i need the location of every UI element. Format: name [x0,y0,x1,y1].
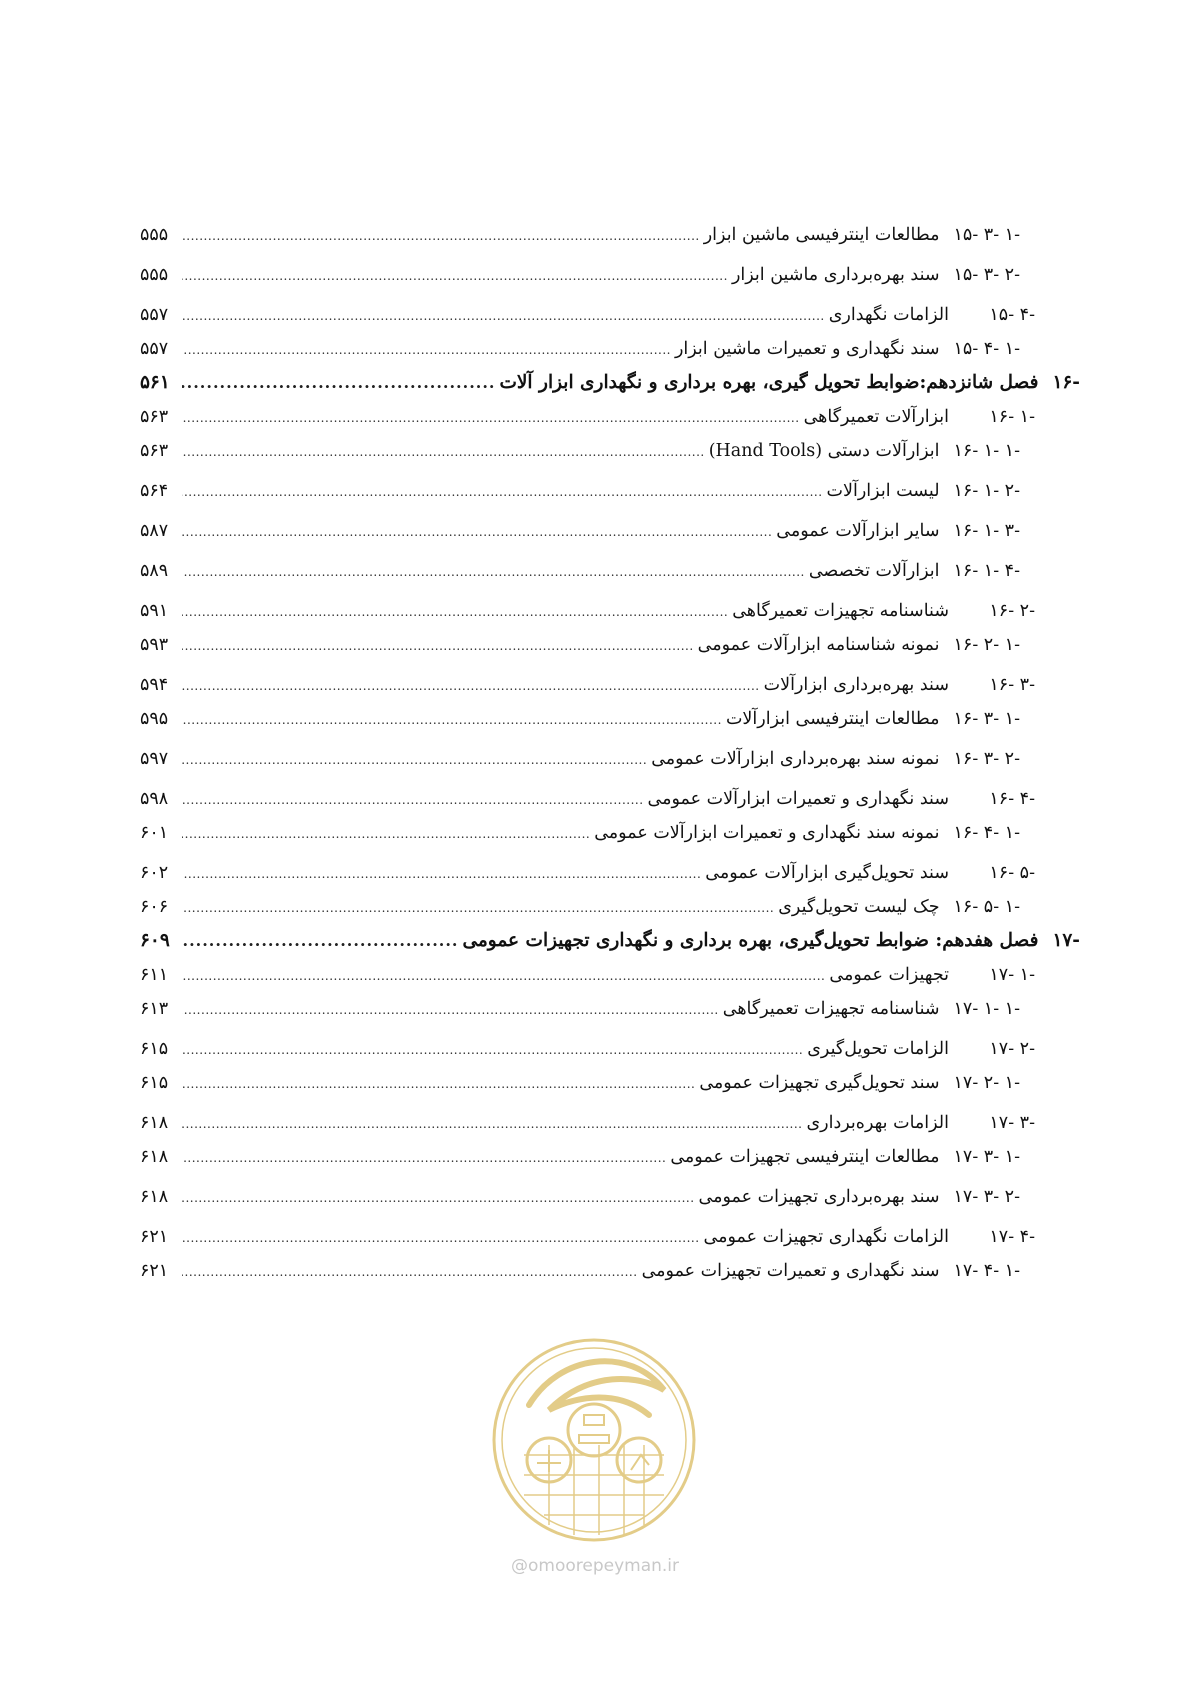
toc-page-number: ۵۶۳ [140,441,169,461]
toc-row [140,400,1080,434]
toc-page-number: ۶۱۱ [140,965,169,985]
toc-row [140,856,1080,890]
toc-number: ۱۶- ۱- ۲- [953,481,1020,501]
dot-leader [182,299,825,333]
dot-leader [182,817,590,851]
dot-leader [182,475,823,509]
toc-number: ۱۶- ۱- [989,407,1035,427]
toc-title: لیست ابزارآلات [826,481,940,501]
toc-number: ۱۷- ۱- [989,965,1035,985]
dot-leader [182,669,760,703]
toc-row [140,218,1080,252]
dot-leader [182,555,805,589]
toc-page-number: ۶۲۱ [140,1227,169,1247]
dot-leader [182,515,772,549]
dot-leader [182,959,825,993]
toc-page-number: ۶۰۹ [140,930,170,951]
toc-number: ۱۷- [1052,930,1080,951]
toc-number: ۱۶- ۴- [989,789,1035,809]
toc-row [140,668,1080,702]
toc-row [140,816,1080,850]
toc-title: سند بهره‌برداری ابزارآلات [763,675,949,695]
toc-number: ۱۵- ۴- [989,305,1035,325]
toc-chapter-row [140,366,1080,400]
toc-title: فصل هفدهم: ضوابط تحویل‌گیری، بهره برداری و نگهداری تجهیزات عمومی [462,930,1039,951]
toc-page-number: ۶۱۸ [140,1187,169,1207]
toc-row [140,554,1080,588]
toc-row [140,782,1080,816]
toc-number: ۱۷- ۲- [989,1039,1035,1059]
toc-title: سایر ابزارآلات عمومی [776,521,940,541]
toc-page-number: ۵۹۳ [140,635,169,655]
toc-title: نمونه سند نگهداری و تعمیرات ابزارآلات عمومی [594,823,940,843]
toc-number: ۱۶- [1052,372,1080,393]
toc-number: ۱۷- ۲- ۱- [953,1073,1020,1093]
toc-page-number: ۵۹۸ [140,789,169,809]
toc-page-number: ۵۹۱ [140,601,169,621]
toc-row [140,258,1080,292]
toc-title: شناسنامه تجهیزات تعمیرگاهی [732,601,949,621]
toc-number: ۱۷- ۱- ۱- [953,999,1020,1019]
toc-row [140,958,1080,992]
toc-row [140,1106,1080,1140]
dot-leader [182,743,647,777]
dot-leader [182,595,728,629]
toc-row [140,1066,1080,1100]
toc-page-number: ۵۹۴ [140,675,169,695]
toc-title: سند نگهداری و تعمیرات ابزارآلات عمومی [647,789,949,809]
toc-page-number: ۶۱۸ [140,1113,169,1133]
toc-title: مطالعات اینترفیسی ابزارآلات [725,709,940,729]
toc-number: ۱۶- ۱- ۳- [953,521,1020,541]
dot-leader [182,629,694,663]
toc-title: چک لیست تحویل‌گیری [778,897,940,917]
toc-page-number: ۶۱۸ [140,1147,169,1167]
dot-leader [182,259,728,293]
toc-page-number: ۵۶۴ [140,481,169,501]
toc-number: ۱۷- ۴- ۱- [953,1261,1020,1281]
toc-number: ۱۵- ۳- ۱- [953,225,1020,245]
toc-row [140,1180,1080,1214]
toc-page-number: ۵۹۵ [140,709,169,729]
dot-leader [182,993,719,1027]
toc-number: ۱۶- ۲- [989,601,1035,621]
toc-page-number: ۵۵۷ [140,305,169,325]
toc-title: سند تحویل‌گیری ابزارآلات عمومی [705,863,949,883]
toc-chapter-row [140,924,1080,958]
toc-number: ۱۶- ۵- [989,863,1035,883]
toc-number: ۱۷- ۳- ۱- [953,1147,1020,1167]
toc-row [140,434,1080,468]
dot-leader [182,1255,638,1289]
toc-row [140,332,1080,366]
toc-title: تجهیزات عمومی [829,965,949,985]
toc-title: ابزارآلات دستی (Hand Tools) [708,441,940,461]
toc-title: ابزارآلات تعمیرگاهی [803,407,949,427]
toc-page-number: ۵۸۷ [140,521,169,541]
toc-title: سند بهره‌برداری ماشین ابزار [731,265,940,285]
dot-leader [182,1067,695,1101]
toc-row [140,742,1080,776]
toc-row [140,594,1080,628]
watermark-seal-logo [489,1335,699,1545]
toc-number: ۱۵- ۳- ۲- [953,265,1020,285]
toc-page-number: ۶۰۶ [140,897,169,917]
dot-leader [182,1107,802,1141]
toc-row [140,628,1080,662]
toc-title: سند تحویل‌گیری تجهیزات عمومی [699,1073,940,1093]
toc-row [140,992,1080,1026]
toc-title: فصل شانزدهم:ضوابط تحویل گیری، بهره برداری و نگهداری ابزار آلات [499,372,1039,393]
dot-leader [182,1181,695,1215]
toc-title: سند نگهداری و تعمیرات ماشین ابزار [674,339,940,359]
toc-number: ۱۶- ۱- ۴- [953,561,1020,581]
toc-number: ۱۷- ۳- ۲- [953,1187,1020,1207]
toc-title: نمونه شناسنامه ابزارآلات عمومی [697,635,940,655]
toc-title: الزامات بهره‌برداری [806,1113,949,1133]
table-of-contents [140,218,1080,1288]
dot-leader [182,783,644,817]
toc-row [140,1140,1080,1174]
dot-leader [182,1141,666,1175]
toc-page-number: ۶۲۱ [140,1261,169,1281]
toc-page-number: ۵۵۷ [140,339,169,359]
toc-page-number: ۵۸۹ [140,561,169,581]
toc-row [140,514,1080,548]
toc-title: مطالعات اینترفیسی ماشین ابزار [703,225,940,245]
toc-row [140,1032,1080,1066]
toc-title: شناسنامه تجهیزات تعمیرگاهی [722,999,940,1019]
toc-row [140,702,1080,736]
toc-title: ابزارآلات تخصصی [808,561,940,581]
dot-leader [182,1033,803,1067]
toc-page-number: ۵۶۱ [140,372,170,393]
toc-page-number: ۵۵۵ [140,225,169,245]
toc-page-number: ۵۹۷ [140,749,169,769]
dot-leader [182,703,722,737]
toc-number: ۱۵- ۴- ۱- [953,339,1020,359]
toc-number: ۱۶- ۵- ۱- [953,897,1020,917]
toc-number: ۱۶- ۳- [989,675,1035,695]
toc-row [140,298,1080,332]
toc-title: مطالعات اینترفیسی تجهیزات عمومی [670,1147,940,1167]
toc-title: الزامات نگهداری تجهیزات عمومی [703,1227,949,1247]
toc-page-number: ۶۰۲ [140,863,169,883]
toc-number: ۱۶- ۲- ۱- [953,635,1020,655]
toc-page-number: ۶۱۵ [140,1039,169,1059]
toc-page-number: ۶۱۵ [140,1073,169,1093]
dot-leader [182,366,495,400]
dot-leader [182,333,671,367]
toc-row [140,890,1080,924]
toc-title: سند بهره‌برداری تجهیزات عمومی [698,1187,940,1207]
toc-title: الزامات تحویل‌گیری [807,1039,949,1059]
toc-number: ۱۶- ۱- ۱- [953,441,1020,461]
logo-calligraphy [529,1361,664,1415]
dot-leader [182,1221,700,1255]
dot-leader [182,924,458,958]
toc-number: ۱۷- ۳- [989,1113,1035,1133]
toc-title: نمونه سند بهره‌برداری ابزارآلات عمومی [651,749,940,769]
toc-page-number: ۶۱۳ [140,999,169,1019]
toc-page-number: ۵۶۳ [140,407,169,427]
toc-number: ۱۶- ۳- ۱- [953,709,1020,729]
toc-title: الزامات نگهداری [828,305,949,325]
dot-leader [182,401,800,435]
toc-page-number: ۶۰۱ [140,823,169,843]
dot-leader [182,219,700,253]
dot-leader [182,857,701,891]
toc-number: ۱۷- ۴- [989,1227,1035,1247]
toc-row [140,474,1080,508]
toc-title: سند نگهداری و تعمیرات تجهیزات عمومی [641,1261,940,1281]
dot-leader [182,891,774,925]
toc-number: ۱۶- ۳- ۲- [953,749,1020,769]
toc-number: ۱۶- ۴- ۱- [953,823,1020,843]
toc-row [140,1254,1080,1288]
dot-leader [182,435,705,469]
website-watermark: @omoorepeyman.ir [510,1556,680,1576]
toc-page-number: ۵۵۵ [140,265,169,285]
toc-row [140,1220,1080,1254]
